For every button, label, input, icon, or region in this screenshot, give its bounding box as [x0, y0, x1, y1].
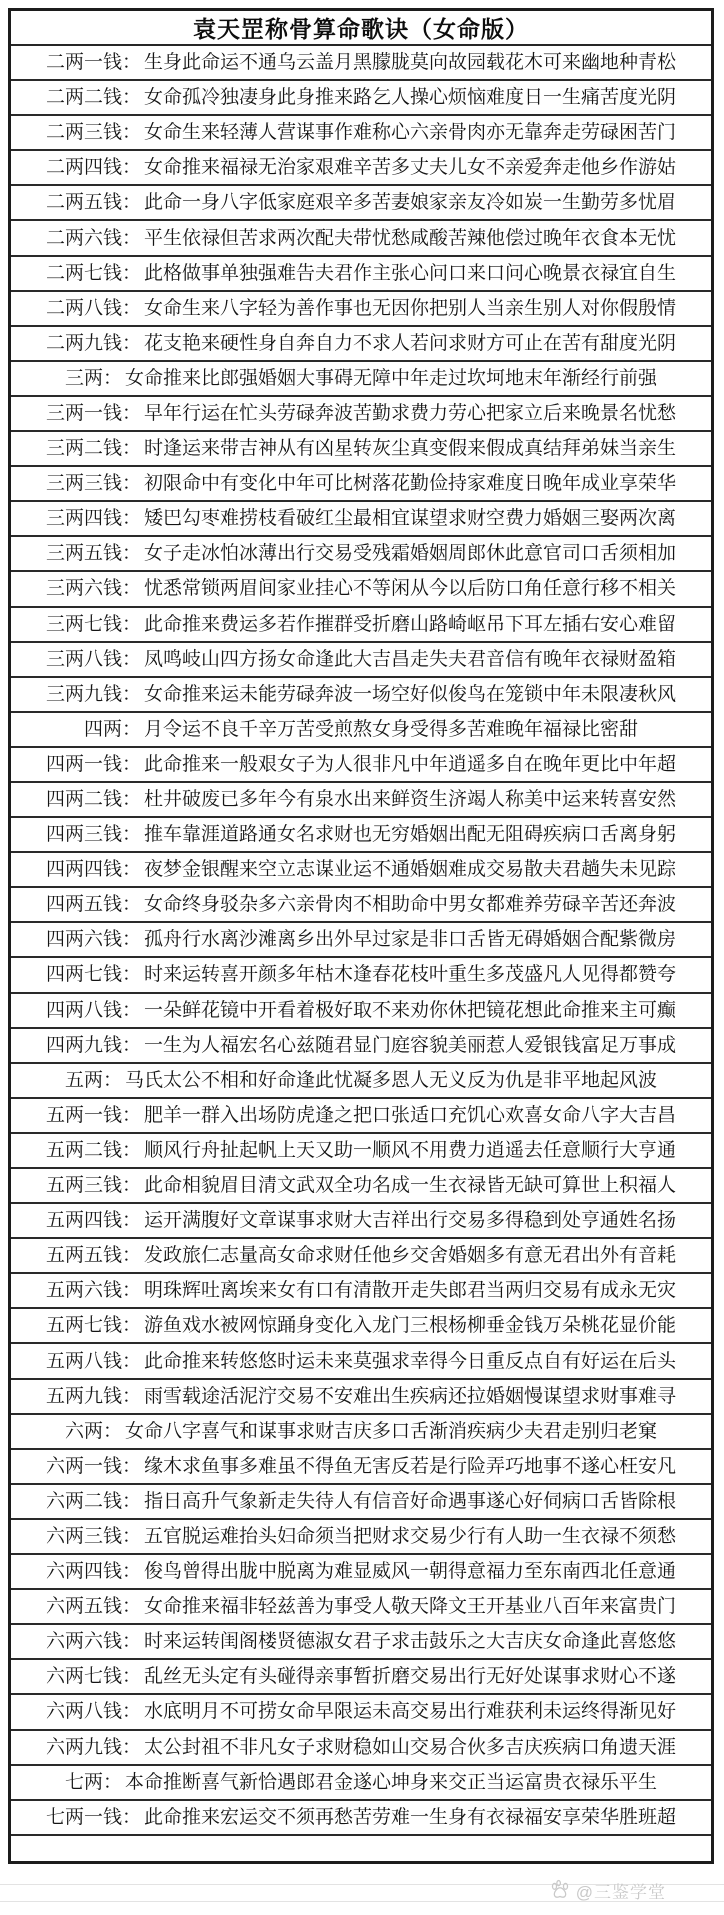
verse-text: 女命生来轻薄人营谋事作难称心六亲骨肉亦无靠奔走劳碌困苦门	[144, 122, 677, 144]
weight-label: 二两九钱：	[45, 332, 141, 354]
verse-text: 女命推来福禄无治家艰难辛苦多丈夫儿女不亲爱奔走他乡作游姑	[144, 157, 677, 179]
weight-label: 六两二钱：	[45, 1490, 141, 1512]
weight-label: 五两三钱：	[45, 1175, 141, 1197]
table-row	[11, 1099, 711, 1134]
verse-text: 缘木求鱼事多难虽不得鱼无害反若是行险弄巧地事不遂心枉安凡	[144, 1455, 677, 1477]
baidu-paw-icon	[549, 1879, 571, 1901]
verse-text: 平生依禄但苦求两次配夫带忧愁咸酸苦辣他偿过晚年衣食本无忧	[144, 227, 677, 249]
verse-text: 时来运转喜开颜多年枯木逢春花枝叶重生多茂盛凡人见得都赞夸	[144, 964, 677, 986]
table-row	[11, 502, 711, 537]
table-row	[11, 151, 711, 186]
table-row	[11, 1169, 711, 1204]
weight-label: 五两六钱：	[45, 1280, 141, 1302]
verse-text: 顺风行舟扯起帆上天又助一顺风不用费力逍遥去任意顺行大亨通	[144, 1139, 677, 1161]
table-row	[11, 1590, 711, 1625]
table-row	[11, 608, 711, 643]
verse-text: 时来运转闺阁楼贤德淑女君子求击鼓乐之大吉庆女命逢此喜悠悠	[144, 1631, 677, 1653]
weight-label: 七两：	[64, 1771, 122, 1793]
verse-text: 女命生来八字轻为善作事也无因你把别人当亲生别人对你假殷情	[144, 297, 677, 319]
verse-text: 女子走冰怕冰薄出行交易受残霜婚姻周郎休此意官司口舌须相加	[144, 543, 677, 565]
verse-text: 此格做事单独强难告夫君作主张心问口来口问心晚景衣禄宜自生	[144, 262, 677, 284]
weight-label: 六两六钱：	[45, 1631, 141, 1653]
table-row	[11, 748, 711, 783]
verse-text: 女命推来运未能劳碌奔波一场空好似俊鸟在笼锁中年未限凄秋风	[144, 683, 677, 705]
table-row	[11, 1415, 711, 1450]
verse-text: 此命推来转悠悠时运未来莫强求幸得今日重反点自有好运在后头	[144, 1350, 677, 1372]
verse-text: 一朵鲜花镜中开看着极好取不来劝你休把镜花想此命推来主可癫	[144, 999, 677, 1021]
verse-text: 孤舟行水离沙滩离乡出外早过家是非口舌皆无碍婚姻合配紫微房	[144, 929, 677, 951]
weight-label: 六两三钱：	[45, 1525, 141, 1547]
verse-text: 花支艳来硬性身自奔自力不求人若问求财方可止在苦有甜度光阴	[144, 332, 677, 354]
weight-label: 五两：	[64, 1069, 122, 1091]
weight-label: 二两二钱：	[45, 87, 141, 109]
table-row	[11, 783, 711, 818]
table-row	[11, 923, 711, 958]
weight-label: 六两一钱：	[45, 1455, 141, 1477]
table-row	[11, 186, 711, 221]
weight-label: 六两：	[64, 1420, 122, 1442]
weight-label: 四两八钱：	[45, 999, 141, 1021]
table-row	[11, 888, 711, 923]
weight-label: 六两五钱：	[45, 1596, 141, 1618]
table-row	[11, 1134, 711, 1169]
verse-text: 推车靠涯道路通女名求财也无穷婚姻出配无阻碍疾病口舌离身躬	[144, 824, 677, 846]
weight-label: 五两七钱：	[45, 1315, 141, 1337]
weight-label: 三两六钱：	[45, 578, 141, 600]
verse-text: 忧悉常锁两眉间家业挂心不等闲从今以后防口角任意行移不相关	[144, 578, 677, 600]
table-row	[11, 1239, 711, 1274]
verse-text: 此命推来费运多若作摧群受折磨山路崎岖吊下耳左插右安心难留	[144, 613, 677, 635]
verse-text: 凤鸣岐山四方扬女命逢此大吉昌走失夫君音信有晚年衣禄财盈箱	[144, 648, 677, 670]
verse-text: 此命推来一般艰女子为人很非凡中年逍遥多自在晚年更比中年超	[144, 753, 677, 775]
weight-label: 四两三钱：	[45, 824, 141, 846]
table-row	[11, 1450, 711, 1485]
weight-label: 四两六钱：	[45, 929, 141, 951]
verse-text: 时逢运来带吉神从有凶星转灰尘真变假来假成真结拜弟妹当亲生	[144, 438, 677, 460]
verse-text: 水底明月不可捞女命早限运未高交易出行难获利未运终得渐见好	[144, 1701, 677, 1723]
table-row	[11, 467, 711, 502]
weight-label: 六两八钱：	[45, 1701, 141, 1723]
verse-text: 肥羊一群入出场防虎逢之把口张适口充饥心欢喜女命八字大吉昌	[144, 1104, 677, 1126]
weight-label: 二两七钱：	[45, 262, 141, 284]
table-row	[11, 853, 711, 888]
verse-text: 明珠辉吐离埃来女有口有清散开走失郎君当两归交易有成永无灾	[144, 1280, 677, 1302]
weight-label: 四两二钱：	[45, 789, 141, 811]
weight-label: 三两三钱：	[45, 473, 141, 495]
verse-text: 此命相貌眉目清文武双全功名成一生衣禄皆无缺可算世上积福人	[144, 1175, 677, 1197]
table-row	[11, 572, 711, 607]
weight-label: 二两四钱：	[45, 157, 141, 179]
table-row	[11, 432, 711, 467]
table-row	[11, 1801, 711, 1836]
table-row	[11, 327, 711, 362]
weight-label: 五两二钱：	[45, 1139, 141, 1161]
table-row	[11, 81, 711, 116]
verse-text: 女命孤冷独凄身此身推来路乞人操心烦恼难度日一生痛苦度光阴	[144, 87, 677, 109]
verse-text: 运开满腹好文章谋事求财大吉祥出行交易多得稳到处亨通姓名扬	[144, 1210, 677, 1232]
table-row	[11, 1029, 711, 1064]
weight-label: 四两：	[83, 718, 141, 740]
verse-text: 女命终身驳杂多六亲骨肉不相助命中男女都难养劳碌辛苦还奔波	[144, 894, 677, 916]
table-row	[11, 678, 711, 713]
weight-label: 五两五钱：	[45, 1245, 141, 1267]
weight-label: 三两五钱：	[45, 543, 141, 565]
verse-text: 女命推来福非轻兹善为事受人敬天降文王开基业八百年来富贵门	[144, 1596, 677, 1618]
table-row	[11, 1485, 711, 1520]
table-row	[11, 643, 711, 678]
weight-label: 三两二钱：	[45, 438, 141, 460]
table-row	[11, 1695, 711, 1730]
weight-label: 三两七钱：	[45, 613, 141, 635]
verse-text: 五官脱运难抬头妇命须当把财求交易少行有人助一生衣禄不须愁	[144, 1525, 677, 1547]
verse-text: 俊鸟曾得出胧中脱离为难显威风一朝得意福力至东南西北任意通	[144, 1561, 677, 1583]
table-row	[11, 713, 711, 748]
weight-label: 三两八钱：	[45, 648, 141, 670]
verse-text: 太公封祖不非凡女子求财稳如山交易合伙多吉庆疾病口角遗天涯	[144, 1736, 677, 1758]
verse-text: 乱丝无头定有头碰得亲事暂折磨交易出行无好处谋事求财心不遂	[144, 1666, 677, 1688]
weight-label: 二两六钱：	[45, 227, 141, 249]
verse-text: 女命推来比郎强婚姻大事碍无障中年走过坎坷地末年渐经行前强	[125, 367, 658, 389]
verse-text: 初限命中有变化中年可比树落花勤俭持家难度日晚年成业享荣华	[144, 473, 677, 495]
weight-label: 三两一钱：	[45, 402, 141, 424]
table-row	[11, 116, 711, 151]
verse-text: 雨雪载途活泥泞交易不安难出生疾病还拉婚姻慢谋望求财事难寻	[144, 1385, 677, 1407]
fortune-table	[8, 8, 714, 1864]
verse-text: 游鱼戏水被网惊踊身变化入龙门三根杨柳垂金钱万朵桃花显价能	[144, 1315, 677, 1337]
weight-label: 二两三钱：	[45, 122, 141, 144]
weight-label: 三两九钱：	[45, 683, 141, 705]
verse-text: 此命一身八字低家庭艰辛多苦妻娘家亲友冷如炭一生勤劳多忧眉	[144, 192, 677, 214]
verse-text: 杜井破废已多年今有泉水出来鲜资生济竭人称美中运来转喜安然	[144, 789, 677, 811]
weight-label: 二两一钱：	[45, 52, 141, 74]
table-row	[11, 1380, 711, 1415]
verse-text: 一生为人福宏名心兹随君显门庭容貌美丽惹人爱银钱富足万事成	[144, 1034, 677, 1056]
weight-label: 四两一钱：	[45, 753, 141, 775]
verse-text: 女命八字喜气和谋事求财吉庆多口舌渐消疾病少夫君走别归老窠	[125, 1420, 658, 1442]
table-rows	[11, 46, 711, 1836]
table-row	[11, 221, 711, 256]
weight-label: 二两五钱：	[45, 192, 141, 214]
table-row	[11, 1309, 711, 1344]
verse-text: 夜梦金银醒来空立志谋业运不通婚姻难成交易散夫君趟失未见踪	[144, 859, 677, 881]
weight-label: 四两五钱：	[45, 894, 141, 916]
weight-label: 五两一钱：	[45, 1104, 141, 1126]
table-row	[11, 257, 711, 292]
verse-text: 指日高升气象新走失待人有信音好命遇事遂心好伺病口舌皆除根	[144, 1490, 677, 1512]
table-row	[11, 818, 711, 853]
table-row	[11, 1625, 711, 1660]
table-row	[11, 1731, 711, 1766]
weight-label: 六两七钱：	[45, 1666, 141, 1688]
weight-label: 五两八钱：	[45, 1350, 141, 1372]
table-row	[11, 537, 711, 572]
table-row	[11, 1204, 711, 1239]
weight-label: 四两七钱：	[45, 964, 141, 986]
verse-text: 此命推来宏运交不须再愁苦劳难一生身有衣禄福安享荣华胜班超	[144, 1806, 677, 1828]
table-row	[11, 292, 711, 327]
verse-text: 生身此命运不通乌云盖月黑朦胧莫向故园载花木可来幽地种青松	[144, 52, 677, 74]
empty-row	[11, 1836, 711, 1861]
verse-text: 早年行运在忙头劳碌奔波苦勤求费力劳心把家立后来晚景名忧愁	[144, 402, 677, 424]
weight-label: 三两：	[64, 367, 122, 389]
weight-label: 四两九钱：	[45, 1034, 141, 1056]
table-row	[11, 362, 711, 397]
weight-label: 四两四钱：	[45, 859, 141, 881]
verse-text: 月令运不良千辛万苦受煎熬女身受得多苦难晚年福禄比密甜	[144, 718, 639, 740]
weight-label: 六两九钱：	[45, 1736, 141, 1758]
table-row	[11, 1555, 711, 1590]
watermark	[549, 1877, 666, 1903]
weight-label: 三两四钱：	[45, 508, 141, 530]
table-row	[11, 1274, 711, 1309]
verse-text: 矮巴勾枣难捞枝看破红尘最相宜谋望求财空费力婚姻三娶两次离	[144, 508, 677, 530]
weight-label: 七两一钱：	[45, 1806, 141, 1828]
weight-label: 六两四钱：	[45, 1561, 141, 1583]
weight-label: 五两四钱：	[45, 1210, 141, 1232]
verse-text: 发政旅仁志量高女命求财任他乡交舍婚姻多有意无君出外有音耗	[144, 1245, 677, 1267]
table-row	[11, 1064, 711, 1099]
verse-text: 马氏太公不相和好命逢此忧凝多恩人无义反为仇是非平地起风波	[125, 1069, 658, 1091]
weight-label: 二两八钱：	[45, 297, 141, 319]
weight-label: 五两九钱：	[45, 1385, 141, 1407]
table-row	[11, 994, 711, 1029]
table-row	[11, 1660, 711, 1695]
table-row	[11, 1520, 711, 1555]
page-title: 袁天罡称骨算命歌诀（女命版）	[11, 11, 711, 46]
table-row	[11, 1344, 711, 1379]
verse-text: 本命推断喜气新恰遇郎君金遂心坤身来交正当运富贵衣禄乐平生	[125, 1771, 658, 1793]
table-row	[11, 46, 711, 81]
table-row	[11, 397, 711, 432]
table-row	[11, 1766, 711, 1801]
table-row	[11, 958, 711, 993]
watermark-text: @三鉴学堂	[575, 1882, 666, 1902]
